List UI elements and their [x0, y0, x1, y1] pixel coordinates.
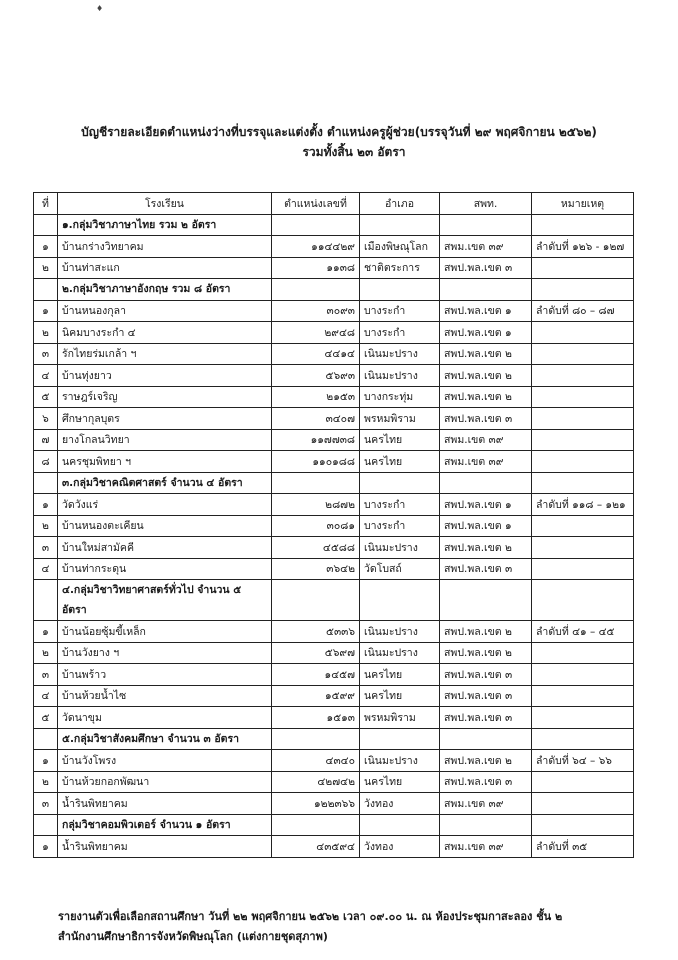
group-no-cell: [34, 214, 58, 236]
empty-cell: [360, 214, 440, 236]
note-cell: [532, 515, 634, 537]
table-row: [34, 537, 634, 559]
empty-cell: [532, 814, 634, 836]
empty-cell: [532, 580, 634, 621]
school-cell: บ้านหนองกุลา: [58, 300, 272, 322]
district-cell: วังทอง: [360, 836, 440, 858]
district-cell: พรหมพิราม: [360, 408, 440, 430]
table-row: [34, 621, 634, 643]
note-cell: ลำดับที่ ๓๕: [532, 836, 634, 858]
group-header-row: [34, 814, 634, 836]
school-cell: บ้านทุ่งยาว: [58, 365, 272, 387]
note-cell: ลำดับที่ ๑๒๖ - ๑๒๗: [532, 236, 634, 258]
empty-cell: [440, 580, 532, 621]
district-cell: วังทอง: [360, 793, 440, 815]
footer-note: [58, 907, 562, 947]
district-cell: เนินมะปราง: [360, 750, 440, 772]
empty-cell: [440, 472, 532, 494]
position-number-cell: ๕๖๙๓: [272, 365, 360, 387]
empty-cell: [360, 814, 440, 836]
position-number-cell: ๓๖๔๒: [272, 558, 360, 580]
table-row: [34, 365, 634, 387]
position-number-cell: ๒๘๗๒: [272, 494, 360, 516]
position-number-cell: ๑๔๕๗: [272, 664, 360, 686]
header-position: ตำแหน่งเลขที่: [272, 193, 360, 215]
school-cell: บ้านวังโพรง: [58, 750, 272, 772]
empty-cell: [532, 728, 634, 750]
school-cell: วัดวังแร่: [58, 494, 272, 516]
row-number-cell: ๒: [34, 257, 58, 279]
district-cell: วัดโบสถ์: [360, 558, 440, 580]
row-number-cell: ๓: [34, 343, 58, 365]
school-cell: ศึกษากุลบุตร: [58, 408, 272, 430]
group-header-row: [34, 580, 634, 621]
district-cell: นครไทย: [360, 771, 440, 793]
position-number-cell: ๑๑๗๗๓๘: [272, 429, 360, 451]
district-cell: นครไทย: [360, 451, 440, 473]
district-cell: เนินมะปราง: [360, 642, 440, 664]
header-no: ที่: [34, 193, 58, 215]
note-cell: ลำดับที่ ๔๑ – ๔๕: [532, 621, 634, 643]
table-row: [34, 408, 634, 430]
row-number-cell: ๒: [34, 771, 58, 793]
table-row: [34, 642, 634, 664]
office-cell: สพป.พล.เขต ๒: [440, 343, 532, 365]
title-line-2: รวมทั้งสิ้น ๒๓ อัตรา: [302, 145, 406, 159]
position-number-cell: ๑๑๐๑๘๘: [272, 451, 360, 473]
note-cell: [532, 451, 634, 473]
group-no-cell: [34, 814, 58, 836]
group-no-cell: [34, 728, 58, 750]
position-number-cell: ๑๑๓๘: [272, 257, 360, 279]
empty-cell: [272, 214, 360, 236]
empty-cell: [272, 728, 360, 750]
table-row: [34, 386, 634, 408]
row-number-cell: ๑: [34, 494, 58, 516]
note-cell: [532, 365, 634, 387]
empty-cell: [360, 279, 440, 301]
vacancy-table: [33, 192, 634, 858]
district-cell: บางระกำ: [360, 300, 440, 322]
position-number-cell: ๔๓๔๐: [272, 750, 360, 772]
empty-cell: [532, 472, 634, 494]
empty-cell: [440, 728, 532, 750]
empty-cell: [440, 214, 532, 236]
note-cell: [532, 793, 634, 815]
office-cell: สพป.พล.เขต ๒: [440, 621, 532, 643]
office-cell: สพป.พล.เขต ๓: [440, 685, 532, 707]
office-cell: สพป.พล.เขต ๑: [440, 300, 532, 322]
table-row: [34, 494, 634, 516]
table-row: [34, 771, 634, 793]
group-label: ๓.กลุ่มวิชาคณิตศาสตร์ จำนวน ๔ อัตรา: [58, 472, 272, 494]
office-cell: สพม.เขต ๓๙: [440, 451, 532, 473]
title-line-1: บัญชีรายละเอียดตำแหน่งว่างที่บรรจุและแต่งตั้ง ตำแหน่งครูผู้ช่วย(บรรจุวันที่ ๒๙ พฤศจิกายน ๒๕๖๒): [81, 125, 597, 139]
note-cell: [532, 664, 634, 686]
school-cell: บ้านกร่างวิทยาคม: [58, 236, 272, 258]
school-cell: วัดนาขุม: [58, 707, 272, 729]
note-cell: [532, 343, 634, 365]
header-note: หมายเหตุ: [532, 193, 634, 215]
school-cell: ยางโกลนวิทยา: [58, 429, 272, 451]
table-row: [34, 836, 634, 858]
office-cell: สพป.พล.เขต ๓: [440, 257, 532, 279]
table-row: [34, 451, 634, 473]
district-cell: ชาติตระการ: [360, 257, 440, 279]
empty-cell: [440, 814, 532, 836]
school-cell: บ้านท่าสะแก: [58, 257, 272, 279]
table-row: [34, 793, 634, 815]
group-no-cell: [34, 279, 58, 301]
group-label: ๑.กลุ่มวิชาภาษาไทย รวม ๒ อัตรา: [58, 214, 272, 236]
table-body: [34, 214, 634, 857]
table-row: [34, 236, 634, 258]
empty-cell: [360, 728, 440, 750]
empty-cell: [272, 472, 360, 494]
office-cell: สพม.เขต ๓๙: [440, 836, 532, 858]
school-cell: บ้านห้วยน้ำไซ: [58, 685, 272, 707]
table-row: [34, 515, 634, 537]
table-row: [34, 257, 634, 279]
empty-cell: [532, 214, 634, 236]
empty-cell: [360, 472, 440, 494]
office-cell: สพม.เขต ๓๙: [440, 429, 532, 451]
office-cell: สพป.พล.เขต ๒: [440, 750, 532, 772]
office-cell: สพป.พล.เขต ๒: [440, 386, 532, 408]
note-cell: [532, 558, 634, 580]
table-row: [34, 707, 634, 729]
note-cell: [532, 771, 634, 793]
table-row: [34, 429, 634, 451]
row-number-cell: ๒: [34, 642, 58, 664]
row-number-cell: ๑: [34, 836, 58, 858]
row-number-cell: ๔: [34, 365, 58, 387]
position-number-cell: ๒๑๕๓: [272, 386, 360, 408]
note-cell: [532, 322, 634, 344]
position-number-cell: ๓๔๐๗: [272, 408, 360, 430]
school-cell: รักไทยร่มเกล้า ฯ: [58, 343, 272, 365]
table-row: [34, 558, 634, 580]
note-cell: [532, 386, 634, 408]
corner-mark: ♦: [96, 4, 104, 13]
note-cell: [532, 429, 634, 451]
note-cell: ลำดับที่ ๖๔ – ๖๖: [532, 750, 634, 772]
note-cell: [532, 685, 634, 707]
row-number-cell: ๘: [34, 451, 58, 473]
row-number-cell: ๑: [34, 750, 58, 772]
group-no-cell: [34, 472, 58, 494]
school-cell: นครชุมพิทยา ฯ: [58, 451, 272, 473]
district-cell: บางระกำ: [360, 494, 440, 516]
position-number-cell: ๓๐๘๑: [272, 515, 360, 537]
school-cell: บ้านใหม่สามัคคี: [58, 537, 272, 559]
row-number-cell: ๓: [34, 537, 58, 559]
row-number-cell: ๗: [34, 429, 58, 451]
office-cell: สพป.พล.เขต ๑: [440, 515, 532, 537]
district-cell: บางกระทุ่ม: [360, 386, 440, 408]
district-cell: เนินมะปราง: [360, 621, 440, 643]
empty-cell: [272, 814, 360, 836]
district-cell: นครไทย: [360, 685, 440, 707]
position-number-cell: ๔๒๗๔๒: [272, 771, 360, 793]
school-cell: บ้านน้อยซุ้มขี้เหล็ก: [58, 621, 272, 643]
school-cell: ราษฎร์เจริญ: [58, 386, 272, 408]
office-cell: สพป.พล.เขต ๒: [440, 642, 532, 664]
note-cell: [532, 707, 634, 729]
district-cell: เมืองพิษณุโลก: [360, 236, 440, 258]
note-cell: [532, 642, 634, 664]
school-cell: น้ำรินพิทยาคม: [58, 793, 272, 815]
group-header-row: [34, 472, 634, 494]
district-cell: เนินมะปราง: [360, 537, 440, 559]
position-number-cell: ๔๔๑๔: [272, 343, 360, 365]
position-number-cell: ๕๓๓๖: [272, 621, 360, 643]
office-cell: สพป.พล.เขต ๓: [440, 664, 532, 686]
position-number-cell: ๕๖๙๗: [272, 642, 360, 664]
footer-line-1: รายงานตัวเพื่อเลือกสถานศึกษา วันที่ ๒๒ พฤศจิกายน ๒๕๖๒ เวลา ๐๙.๐๐ น. ณ ห้องประชุมกาสะลอง ชั้น ๒: [58, 910, 563, 923]
position-number-cell: ๑๑๔๔๒๙: [272, 236, 360, 258]
office-cell: สพป.พล.เขต ๒: [440, 365, 532, 387]
office-cell: สพป.พล.เขต ๓: [440, 408, 532, 430]
row-number-cell: ๑: [34, 300, 58, 322]
row-number-cell: ๔: [34, 685, 58, 707]
office-cell: สพป.พล.เขต ๓: [440, 558, 532, 580]
position-number-cell: ๔๕๘๘: [272, 537, 360, 559]
district-cell: นครไทย: [360, 664, 440, 686]
office-cell: สพป.พล.เขต ๑: [440, 322, 532, 344]
footer-line-2: สำนักงานศึกษาธิการจังหวัดพิษณุโลก (แต่งกายชุดสุภาพ): [58, 930, 328, 943]
table-row: [34, 343, 634, 365]
district-cell: บางระกำ: [360, 515, 440, 537]
office-cell: สพป.พล.เขต ๓: [440, 707, 532, 729]
row-number-cell: ๔: [34, 558, 58, 580]
note-cell: ลำดับที่ ๑๑๘ – ๑๒๑: [532, 494, 634, 516]
school-cell: บ้านหนองตะเคียน: [58, 515, 272, 537]
table-row: [34, 664, 634, 686]
row-number-cell: ๒: [34, 322, 58, 344]
district-cell: พรหมพิราม: [360, 707, 440, 729]
office-cell: สพม.เขต ๓๙: [440, 793, 532, 815]
empty-cell: [360, 580, 440, 621]
empty-cell: [272, 580, 360, 621]
position-number-cell: ๑๕๑๓: [272, 707, 360, 729]
school-cell: บ้านพร้าว: [58, 664, 272, 686]
table-row: [34, 300, 634, 322]
header-school: โรงเรียน: [58, 193, 272, 215]
row-number-cell: ๓: [34, 793, 58, 815]
empty-cell: [440, 279, 532, 301]
office-cell: สพม.เขต ๓๙: [440, 236, 532, 258]
office-cell: สพป.พล.เขต ๒: [440, 537, 532, 559]
row-number-cell: ๑: [34, 621, 58, 643]
position-number-cell: ๑๕๙๙: [272, 685, 360, 707]
row-number-cell: ๕: [34, 386, 58, 408]
position-number-cell: ๔๓๕๙๔: [272, 836, 360, 858]
note-cell: [532, 257, 634, 279]
school-cell: น้ำรินพิทยาคม: [58, 836, 272, 858]
empty-cell: [272, 279, 360, 301]
row-number-cell: ๒: [34, 515, 58, 537]
row-number-cell: ๕: [34, 707, 58, 729]
position-number-cell: ๒๙๔๘: [272, 322, 360, 344]
note-cell: [532, 408, 634, 430]
office-cell: สพป.พล.เขต ๑: [440, 494, 532, 516]
district-cell: บางระกำ: [360, 322, 440, 344]
empty-cell: [532, 279, 634, 301]
district-cell: เนินมะปราง: [360, 343, 440, 365]
header-district: อำเภอ: [360, 193, 440, 215]
table-row: [34, 685, 634, 707]
position-number-cell: ๑๒๒๓๖๖: [272, 793, 360, 815]
group-header-row: [34, 214, 634, 236]
group-label: ๔.กลุ่มวิชาวิทยาศาสตร์ทั่วไป จำนวน ๕ อัตรา: [58, 580, 272, 621]
group-no-cell: [34, 580, 58, 621]
office-cell: สพป.พล.เขต ๓: [440, 771, 532, 793]
group-header-row: [34, 279, 634, 301]
document-title: [0, 122, 678, 162]
table-header-row: [34, 193, 634, 215]
position-number-cell: ๓๐๙๓: [272, 300, 360, 322]
district-cell: นครไทย: [360, 429, 440, 451]
group-header-row: [34, 728, 634, 750]
table-row: [34, 322, 634, 344]
group-label: ๕.กลุ่มวิชาสังคมศึกษา จำนวน ๓ อัตรา: [58, 728, 272, 750]
row-number-cell: ๑: [34, 236, 58, 258]
group-label: ๒.กลุ่มวิชาภาษาอังกฤษ รวม ๘ อัตรา: [58, 279, 272, 301]
district-cell: เนินมะปราง: [360, 365, 440, 387]
header-office: สพท.: [440, 193, 532, 215]
school-cell: บ้านวังยาง ฯ: [58, 642, 272, 664]
group-label: กลุ่มวิชาคอมพิวเตอร์ จำนวน ๑ อัตรา: [58, 814, 272, 836]
table-row: [34, 750, 634, 772]
school-cell: นิคมบางระกำ ๔: [58, 322, 272, 344]
row-number-cell: ๖: [34, 408, 58, 430]
school-cell: บ้านท่ากระดุน: [58, 558, 272, 580]
note-cell: [532, 537, 634, 559]
school-cell: บ้านห้วยกอกพัฒนา: [58, 771, 272, 793]
row-number-cell: ๓: [34, 664, 58, 686]
note-cell: ลำดับที่ ๘๐ – ๘๗: [532, 300, 634, 322]
